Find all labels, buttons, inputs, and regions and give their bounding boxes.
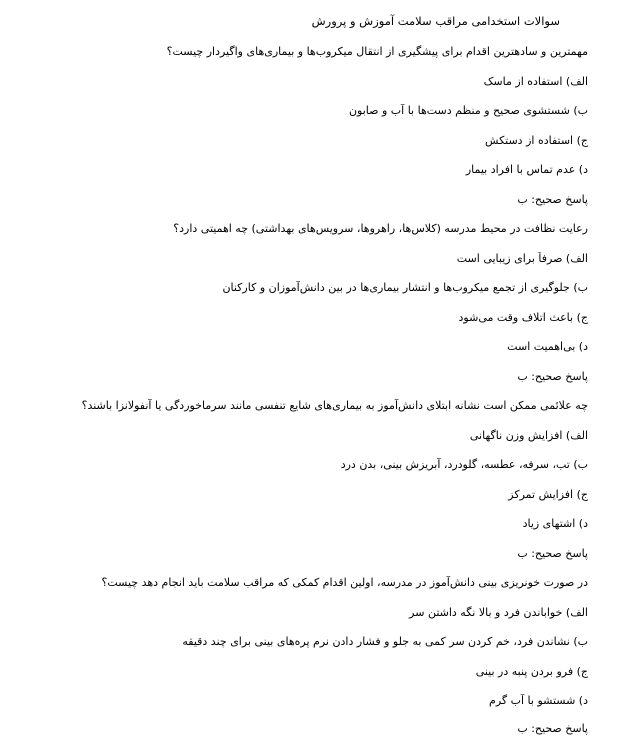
question-3-option-c: ج) افزایش تمرکز (508, 488, 588, 501)
question-4-option-c: ج) فرو بردن پنبه در بینی (475, 665, 588, 678)
question-3-option-b: ب) تب، سرفه، عطسه، گلودرد، آبریزش بینی، بدن درد (340, 458, 588, 471)
question-1-option-a: الف) استفاده از ماسک (483, 75, 588, 88)
question-3-answer: پاسخ صحیح: ب (517, 547, 588, 560)
question-4-text: در صورت خونریزی بینی دانش‌آموز در مدرسه، اولین اقدام کمکی که مراقب سلامت باید انجام دهد چیست؟ (101, 576, 588, 589)
question-4-option-b: ب) نشاندن فرد، خم کردن سر کمی به جلو و فشار دادن نرم پره‌های بینی برای چند دقیقه (182, 635, 588, 648)
question-4-option-d: د) شستشو با آب گرم (489, 694, 588, 707)
question-1-option-b: ب) شستشوی صحیح و منظم دست‌ها با آب و صابون (348, 104, 588, 117)
question-3-option-d: د) اشتهای زیاد (522, 517, 588, 530)
question-3-option-a: الف) افزایش وزن ناگهانی (469, 429, 588, 442)
question-1-answer: پاسخ صحیح: ب (517, 193, 588, 206)
question-4-option-a: الف) خواباندن فرد و بالا نگه داشتن سر (409, 606, 588, 619)
question-4-answer: پاسخ صحیح: ب (517, 722, 588, 735)
question-2-option-c: ج) باعث اتلاف وقت می‌شود (458, 311, 588, 324)
question-1-option-d: د) عدم تماس با افراد بیمار (465, 163, 588, 176)
document-title: سوالات استخدامی مراقب سلامت آموزش و پرورش (311, 14, 560, 28)
question-2-text: رعایت نظافت در محیط مدرسه (کلاس‌ها، راهروها، سرویس‌های بهداشتی) چه اهمیتی دارد؟ (173, 222, 588, 235)
question-1-option-c: ج) استفاده از دستکش (485, 134, 588, 147)
question-2-answer: پاسخ صحیح: ب (517, 370, 588, 383)
question-2-option-d: د) بی‌اهمیت است (507, 340, 588, 353)
question-3-text: چه علائمی ممکن است نشانه ابتلای دانش‌آموز به بیماری‌های شایع تنفسی مانند سرماخوردگی یا آنفولانزا باشند؟ (81, 399, 588, 412)
question-1-text: مهمترین و سادهترین اقدام برای پیشگیری از انتقال میکروب‌ها و بیماری‌های واگیردار چیست؟ (166, 45, 588, 58)
question-2-option-b: ب) جلوگیری از تجمع میکروب‌ها و انتشار بیماری‌ها در بین دانش‌آموزان و کارکنان (222, 281, 588, 294)
question-2-option-a: الف) صرفاً برای زیبایی است (456, 252, 588, 265)
